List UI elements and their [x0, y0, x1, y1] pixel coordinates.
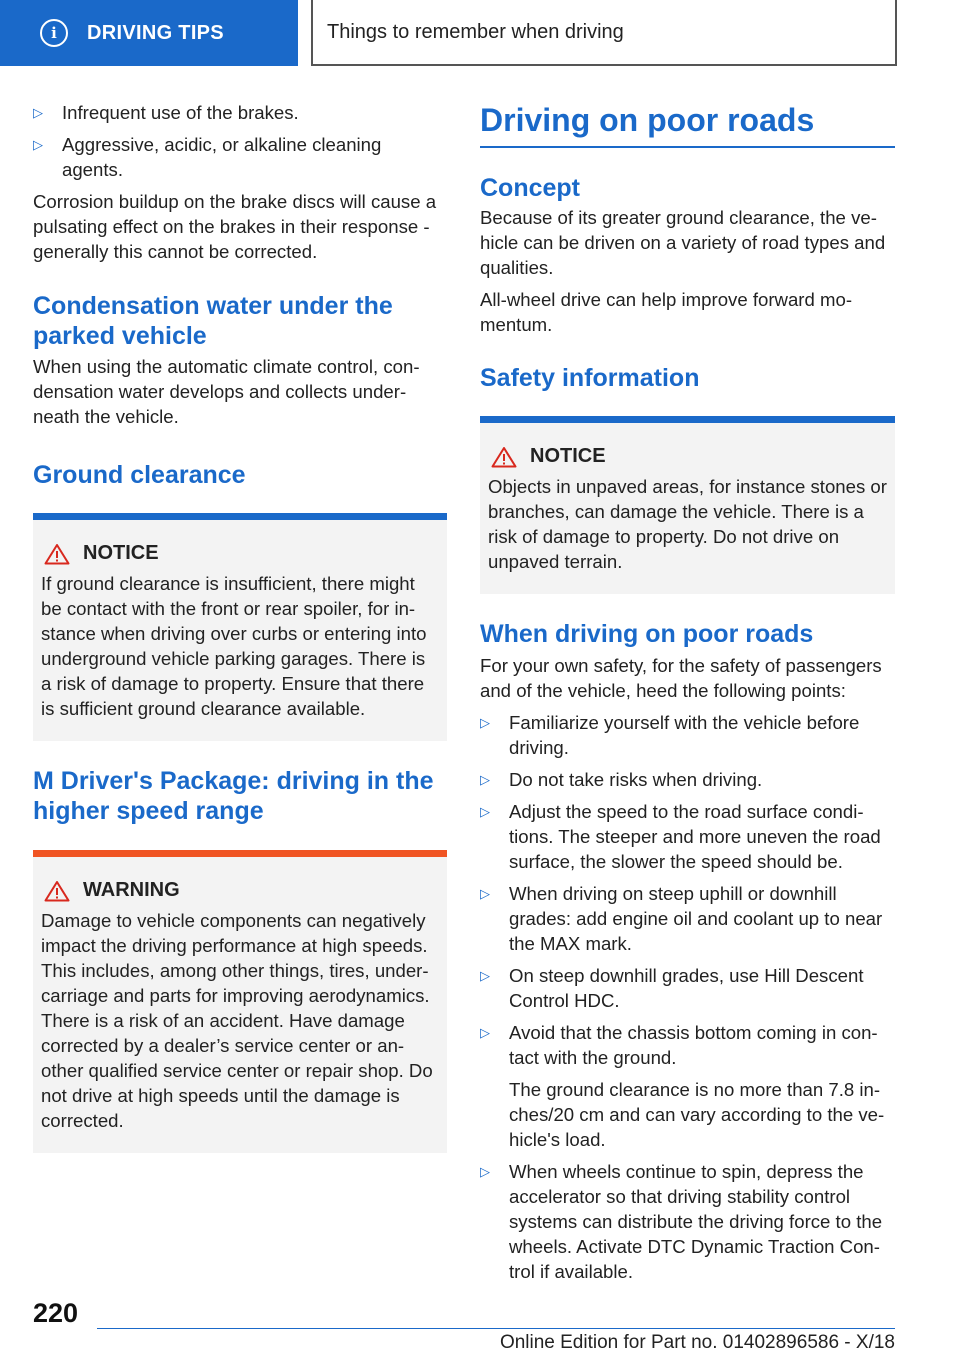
heading-rule — [480, 146, 895, 148]
warning-triangle-icon — [44, 543, 70, 565]
bullet-triangle-icon: ▷ — [33, 137, 43, 152]
warning-box-high-speed — [33, 850, 447, 1153]
notice-box-unpaved — [480, 416, 895, 594]
notice-bar — [33, 513, 447, 520]
bullet-triangle-icon: ▷ — [480, 772, 490, 787]
concept-paragraph-2: All-wheel drive can help improve forward mo-mentum. — [480, 289, 853, 335]
list-item: ▷ When wheels continue to spin, depress the accelerator so that driving stability control systems can distribute the driving force to the wheels. Activate DTC Dynamic Traction Con-trol if available. — [480, 1161, 883, 1282]
page-number: 220 — [33, 1298, 79, 1328]
notice-title: NOTICE — [41, 542, 439, 565]
condensation-heading: Condensation water under the parked vehicle — [33, 292, 393, 350]
concept-heading: Concept — [480, 174, 580, 202]
list-item: ▷ When driving on steep uphill or downhill grades: add engine oil and coolant up to near the MAX mark. — [480, 883, 883, 954]
bullet-triangle-icon: ▷ — [480, 1164, 490, 1179]
list-item: ▷ Aggressive, acidic, or alkaline cleaning agents. — [33, 134, 382, 180]
warning-bar — [33, 850, 447, 857]
list-item: ▷ Adjust the speed to the road surface condi-tions. The steeper and more uneven the road surface, the slower the speed should be. — [480, 801, 881, 872]
notice-bar — [480, 416, 895, 423]
condensation-paragraph: When using the automatic climate control, con-densation water develops and collects under-neath the vehicle. — [33, 356, 420, 427]
warning-body — [33, 857, 447, 1153]
chapter-title: Things to remember when driving — [327, 20, 624, 43]
notice-title: NOTICE — [488, 445, 887, 468]
when-driving-heading: When driving on poor roads — [480, 620, 814, 648]
list-item-continuation: The ground clearance is no more than 7.8 in-ches/20 cm and can vary according to the ve-hicle's load. — [509, 1079, 885, 1150]
notice-body — [33, 520, 447, 741]
list-item: ▷ Avoid that the chassis bottom coming in con-tact with the ground. The ground clearance is no more than 7.8 in-ches/20 cm and can vary according to the ve-hicle's load. — [480, 1020, 895, 1152]
warning-text: Damage to vehicle components can negatively impact the driving performance at high speeds. This includes, among other things, tires, under-carriage and parts for improving aerodynamics. There is a risk of an accident. Have damage corrected by a dealer’s service center or an-other qualified service center or repair shop. Do not drive at high speeds until the damage is corrected. — [41, 910, 433, 1131]
chapter-tab[interactable] — [311, 0, 897, 66]
bullet-triangle-icon: ▷ — [480, 1025, 490, 1040]
list-item: ▷ Do not take risks when driving. — [480, 769, 763, 790]
warning-title: WARNING — [41, 879, 439, 902]
bullet-triangle-icon: ▷ — [480, 968, 490, 983]
m-drivers-package-heading: M Driver's Package: driving in the higher speed range — [33, 767, 434, 825]
corrosion-paragraph: Corrosion buildup on the brake discs will cause a pulsating effect on the brakes in their response - generally this cannot be corrected. — [33, 191, 437, 262]
bullet-triangle-icon: ▷ — [480, 804, 490, 819]
right-column — [480, 100, 895, 1291]
safety-information-heading: Safety information — [480, 364, 700, 392]
bullet-triangle-icon: ▷ — [33, 105, 43, 120]
section-tab[interactable] — [0, 0, 298, 66]
list-item: ▷ Infrequent use of the brakes. — [33, 102, 299, 123]
when-driving-intro: For your own safety, for the safety of passengers and of the vehicle, heed the following points: — [480, 655, 882, 701]
bullet-list-top — [33, 100, 447, 182]
concept-paragraph-1: Because of its greater ground clearance, the ve-hicle can be driven on a variety of road types and qualities. — [480, 207, 886, 278]
page-header — [0, 0, 960, 66]
bullet-list-poor-roads — [480, 710, 895, 1284]
edition-text: Online Edition for Part no. 01402896586 - X/18 — [499, 1332, 895, 1353]
warning-triangle-icon — [44, 880, 70, 902]
bullet-triangle-icon: ▷ — [480, 886, 490, 901]
ground-clearance-heading: Ground clearance — [33, 461, 246, 489]
list-item: ▷ Familiarize yourself with the vehicle before driving. — [480, 712, 860, 758]
bullet-triangle-icon: ▷ — [480, 715, 490, 730]
notice-text: If ground clearance is insufficient, there might be contact with the front or rear spoiler, for in-stance when driving over curbs or entering into underground vehicle parking garages. There is a risk of damage to property. Ensure that there is sufficient ground clearance available. — [41, 573, 427, 719]
warning-triangle-icon — [491, 446, 517, 468]
info-icon: i — [40, 19, 68, 47]
section-label: DRIVING TIPS — [87, 21, 224, 44]
notice-body — [480, 423, 895, 594]
notice-text: Objects in unpaved areas, for instance stones or branches, can damage the vehicle. There is a risk of damage to property. Do not drive on unpaved terrain. — [488, 476, 887, 572]
main-heading: Driving on poor roads — [480, 102, 815, 138]
footer-rule — [97, 1328, 895, 1329]
left-column — [33, 100, 447, 1153]
notice-box-ground-clearance — [33, 513, 447, 741]
list-item: ▷ On steep downhill grades, use Hill Descent Control HDC. — [480, 965, 864, 1011]
